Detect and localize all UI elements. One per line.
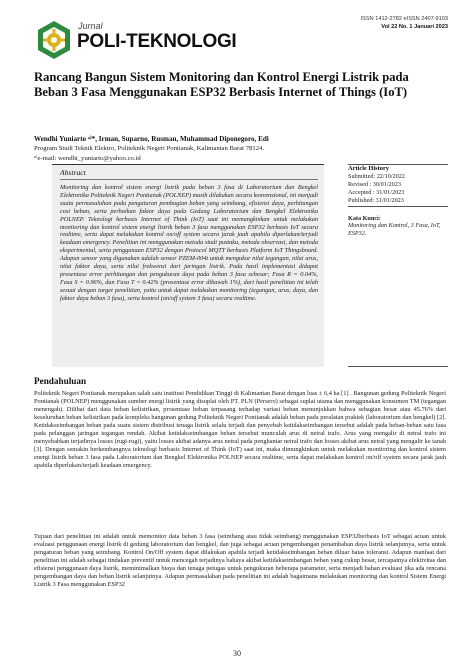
- page-number: 30: [233, 649, 241, 658]
- issn-block: [361, 15, 448, 31]
- volume-text: Vol 22 No. 1 Januari 2023: [381, 24, 448, 30]
- gear-logo-icon: [34, 20, 74, 60]
- author-list: Wendhi Yuniarto ᵃ⁾*, Irman, Suparno, Rusman, Muhammad Diponegoro, Edi: [34, 135, 269, 143]
- history-bottom-rule: [348, 206, 448, 207]
- keywords: Monitoring dan Kontrol, 3 Fasa, IoT, ESP32.: [348, 222, 441, 238]
- affiliation: Program Studi Teknik Elektro, Politeknik Negeri Pontianak, Kalimantan Barat 78124.: [34, 145, 265, 152]
- journal-name: POLI-TEKNOLOGI: [77, 31, 237, 52]
- issn-text: ISSN 1412-2782 eISSN 2407-9103: [360, 16, 448, 22]
- history-published: Published: 31/01/2023: [348, 196, 404, 204]
- article-history: [348, 165, 448, 238]
- history-submitted: Submitted: 22/10/2022: [348, 172, 405, 180]
- journal-logo: [34, 18, 244, 64]
- history-heading: Article History: [348, 165, 389, 172]
- abstract-heading: Abstract: [60, 168, 86, 177]
- article-title: Rancang Bangun Sistem Monitoring dan Kontrol Energi Listrik pada Beban 3 Fasa Menggunakan ESP32 Berbasis Internet of Things (IoT): [34, 70, 409, 99]
- abstract-text: Monitoring dan kontrol sistem energi listrik pada beban 3 fasa di Laboratorium dan Bengkel Elektronika Politeknik Negeri Pontianak (POLNEP) masih dilakukan secara konvensional, ini menjadi suatu permasalahan pada pengaturan pembagian beban yang seimbang, efisiensi daya, perhitungan cost beban, serta perbaikan faktor daya pada Gedung Laboratorium dan Bengkel Elektronika POLNEP. Teknologi berbasis Internet of Think (IoT) saat ini memungkinkan untuk melakukan monitoring dan kontrol sistem energi listrik beban 3 fasa menggunakan ESP32 berbasis IoT secara realtime, serta dapat melakukan kontrol on/off system secara jarak jauh apabila diperlukan/terjadi keadaan emergency. Penelitian ini menggunakan metoda studi pustaka, metoda observasi, dan metoda eksperimental, serta penggunaan ESP32 dengan Protocol MQTT berbasis Platform IoT Thingsboard. Adapun sensor yang digunakan adalah sensor PZEM-004t untuk mengukur nilai tegangan, nilai arus, nilai faktor daya, serta nilai frekwensi dari jaringan listrik. Pada hasil implementasi didapat prosentase error perhitungan dan pengukuran daya pada beban 3 fasa sebesar; Fasa R = 0.04%, Fasa S = 0.96%, dan Fasa T = 0.42% (prosentase error dibawah 1%), dari hasil penelitian ini telah sesuai dengan target penelitian, yaitu untuk dapat melakukan monitoring (tegangan, arus, daya, dan faktor daya beban 3 fasa), serta kontrol (on/off system 3 fasa) secara realtime.: [60, 184, 318, 302]
- paragraph-2: Tujuan dari penelitian ini adalah untuk memonitor data beban 3 fasa (seimbang atau tidak seimbang) menggunakan ESP32berbasis IoT sebagai acuan untuk evaluasi penggunaan energi listrik di gedung laboratorium dan bengkel, dan juga sebagai acuan pengembangan penambahan daya listrik selanjutnya, serta untuk pengaturan beban yang seimbang. Kontrol On/Off system dapat dilakukan apabila terjadi ketidakseimbangan beban diluar batas toleransi. Adapun manfaat dari penelitian ini adalah sebagai tindakan preventif untuk mencegah terjadinya bahaya akibat ketidakseimbangan beban yang cukup besar, tercapainya efektivitas dan efisiensi penggunaan daya listrik, meminimalkan biaya dan tenaga petugas untuk pengukuran beberapa parameter, serta menjadi bahan evaluasi jika ada rencana pengembangan daya dan beban listrik selanjutnya. Adapun permasalahan pada penelitian ini adalah bagaimana melakukan monitoring dan kontrol Sistem Energi Listrik 3 Fasa menggunakan ESP32: [34, 533, 446, 588]
- abstract-heading-rule: [60, 179, 318, 180]
- affiliation-block: [34, 144, 264, 163]
- paragraph-1: Politeknik Negeri Pontianak merupakan salah satu institusi Pendidikan Tinggi di Kalimantan Barat dengan luas ± 6,4 ha [1] . Bangunan gedung Politeknik Negeri Pontianak (POLNEP) menggunakan sumber energi listrik yang disuplai oleh PT. PLN (Persero) sebagai suplai utama dan menggunakan konsumen TM (tegangan menengah). Dilihat dari data beban kelistrikan, prosentase beban terpasang terhadap variasi beban menunjukkan bahwa sebagian besar atau 45.76% dari keseluruhan beban kelistrikan pada kompleks bangunan gedung Politeknik Negeri Pontianak adalah beban pada peralatan praktek (laboratorium dan bengkel) [2]. Ketidakseimbangan beban pada suatu sistem distribusi tenaga listrik selalu terjadi dan penyebab ketidakseimbangan tersebut adalah pada beban-beban satu fasa pada pelanggan jaringan tegangan rendah. Akibat ketidakseimbangan beban tersebut munculah arus di netral trafo. Arus yang mengalir di netral trafo ini menyebabkan terjadinya losses (rugi-rugi), yaitu losses akibat adanya arus netral pada penghantar netral trafo dan losses akibat arus netral yang mengalir ke tanah [3]. Dengan semakin berkembangnya teknologi berbasis Internet of Think (IoT) saat ini, maka dimungkinkan untuk melakukan monitoring dan kontrol sistem energi listrik beban 3 fasa pada Laboratorium dan Bengkel Elektronika POLNEP secara realtime, serta dapat melakukan kontrol on/off system secara jarak jauh apabila diperlukan/terjadi keadaan emergency.: [34, 390, 446, 469]
- journal-label: Jurnal: [78, 21, 103, 31]
- history-accepted: Accepted : 31/01/2023: [348, 188, 405, 196]
- section-title: Pendahuluan: [34, 376, 87, 386]
- author-email: ᵃ⁾e-mail: wendhi_yuniarto@yahoo.co.id: [34, 154, 141, 162]
- keywords-heading: Kata Kunci:: [348, 214, 381, 222]
- keywords-bottom-rule: [348, 366, 448, 367]
- history-revised: Revised : 30/01/2023: [348, 180, 401, 188]
